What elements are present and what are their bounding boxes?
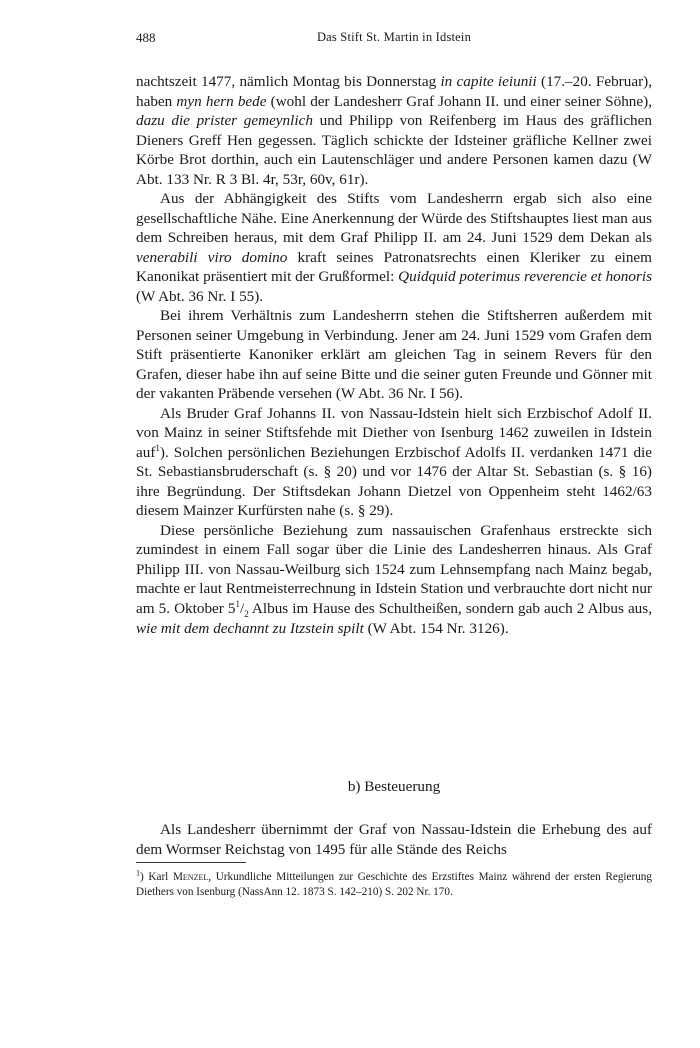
text-run: ). Solchen persönlichen Beziehungen Erzbischof Adolfs II. verdanken 1471 die St. Sebastiansbruderschaft (s. § 20) und vor 1476 der Altar St. Sebastian (s. § 16) ihre Begründung. Der Stiftsdekan Johann Dietzel von Oppenheim steht 1462/63 diesem Mainzer Kurfürsten nahe (s. § 29). bbox=[136, 443, 652, 519]
footnote-reference[interactable]: 1 bbox=[155, 442, 160, 453]
page-number: 488 bbox=[136, 30, 156, 45]
fraction-numerator: 1 bbox=[235, 598, 241, 609]
paragraph-3: Bei ihrem Verhältnis zum Landesherrn stehen die Stiftsherren außerdem mit Personen seiner Umgebung in Verbindung. Jener am 24. Juni 1529 vom Grafen dem Stift präsentierte Kanoniker erklärt am gleichen Tag in seinem Revers für den Grafen, dieser habe ihn auf seine Bitte und die seiner guten Freunde und Gönner mit der vakanten Präbende versehen (W Abt. 36 Nr. I 56). bbox=[136, 307, 652, 402]
footnote-mark: 1 bbox=[136, 868, 140, 878]
latin-quote: Quidquid poterimus reverencie et honoris bbox=[398, 268, 652, 285]
text-run: ) Karl bbox=[140, 871, 173, 883]
paragraph-2 bbox=[136, 189, 652, 306]
paragraph-5 bbox=[136, 521, 652, 639]
latin-quote: in capite ieiunii bbox=[440, 73, 537, 90]
footnote-divider bbox=[136, 862, 246, 863]
fraction: $^1/_2$ bbox=[235, 598, 249, 619]
quote: wie mit dem dechannt zu Itzstein spilt bbox=[136, 620, 364, 637]
main-text bbox=[136, 72, 652, 639]
text-run: Diese persönliche Beziehung zum nassauischen Grafenhaus erstreckte sich zumindest in einem Fall sogar über die Linie des Landesherren hinaus. Als Graf Philipp III. von Nassau-Weilburg sich 1524 zum Lehnsempfang nach Mainz begab, machte er laut Rentmeisterrechnung in Idstein Station und verbrauchte dort nicht nur am 5. Oktober 5 bbox=[136, 521, 652, 617]
text-run: (wohl der Landesherr Graf Johann II. und einer seiner Söhne), bbox=[266, 92, 652, 110]
text-run: (W Abt. 154 Nr. 3126). bbox=[363, 620, 509, 637]
footnote-author: Menzel bbox=[172, 871, 209, 883]
text-run: Als Bruder Graf Johanns II. von Nassau-Idstein hielt sich Erzbischof Adolf II. von Mainz in seiner Stiftsfehde mit Diether von Isenburg 1462 zuweilen in Idstein auf bbox=[136, 404, 652, 461]
text-run: Albus im Hause des Schultheißen, sondern gab auch 2 Albus aus, bbox=[248, 599, 652, 617]
section-heading: b) Besteuerung bbox=[347, 778, 441, 795]
text-run: nachtszeit 1477, nämlich Montag bis Donnerstag bbox=[136, 73, 441, 90]
fraction-denominator: 2 bbox=[244, 608, 249, 619]
paragraph-4 bbox=[136, 404, 652, 521]
running-title: Das Stift St. Martin in Idstein bbox=[316, 30, 472, 44]
footnote bbox=[136, 870, 652, 899]
section-text bbox=[136, 820, 652, 859]
paragraph-1 bbox=[136, 72, 652, 189]
latin-quote: venerabili viro domino bbox=[136, 248, 288, 266]
text-run: und Philipp von Reifenberg im Haus des gräflichen Dieners Greff Hen gegessen. Täglich schickte der Idsteiner gräfliche Kellner zwei Körbe Brot dorthin, auch ein Lautenschläger und andere Personen kamen dazu (W Abt. 133 Nr. R 3 Bl. 4r, 53r, 60v, 61r). bbox=[136, 112, 652, 188]
text-run: (17.–20. Februar), haben bbox=[136, 73, 652, 110]
paragraph-6: Als Landesherr übernimmt der Graf von Nassau-Idstein die Erhebung des auf dem Wormser Reichstag von 1495 für alle Stände des Reichs bbox=[136, 821, 652, 858]
text-run: kraft seines Patronatsrechts einen Kleriker zu einem Kanonikat präsentiert mit der Grußformel: bbox=[136, 248, 652, 285]
quote: dazu die prister gemeynlich bbox=[136, 112, 313, 129]
text-run: (W Abt. 36 Nr. I 55). bbox=[136, 287, 264, 305]
text-run: Aus der Abhängigkeit des Stifts vom Landesherrn ergab sich also eine gesellschaftliche Nähe. Eine Anerkennung der Würde des Stiftshauptes liest man aus dem Schreiben heraus, mit dem Graf Philipp II. am 24. Juni 1529 dem Dekan als bbox=[136, 190, 652, 246]
quote: myn hern bede bbox=[176, 92, 267, 110]
page-header bbox=[136, 30, 652, 52]
text-run: , Urkundliche Mitteilungen zur Geschichte des Erzstiftes Mainz während der ersten Regierung Diethers von Isenburg (NassAnn 12. 1873 S. 142–210) S. 202 Nr. 170. bbox=[136, 871, 652, 898]
